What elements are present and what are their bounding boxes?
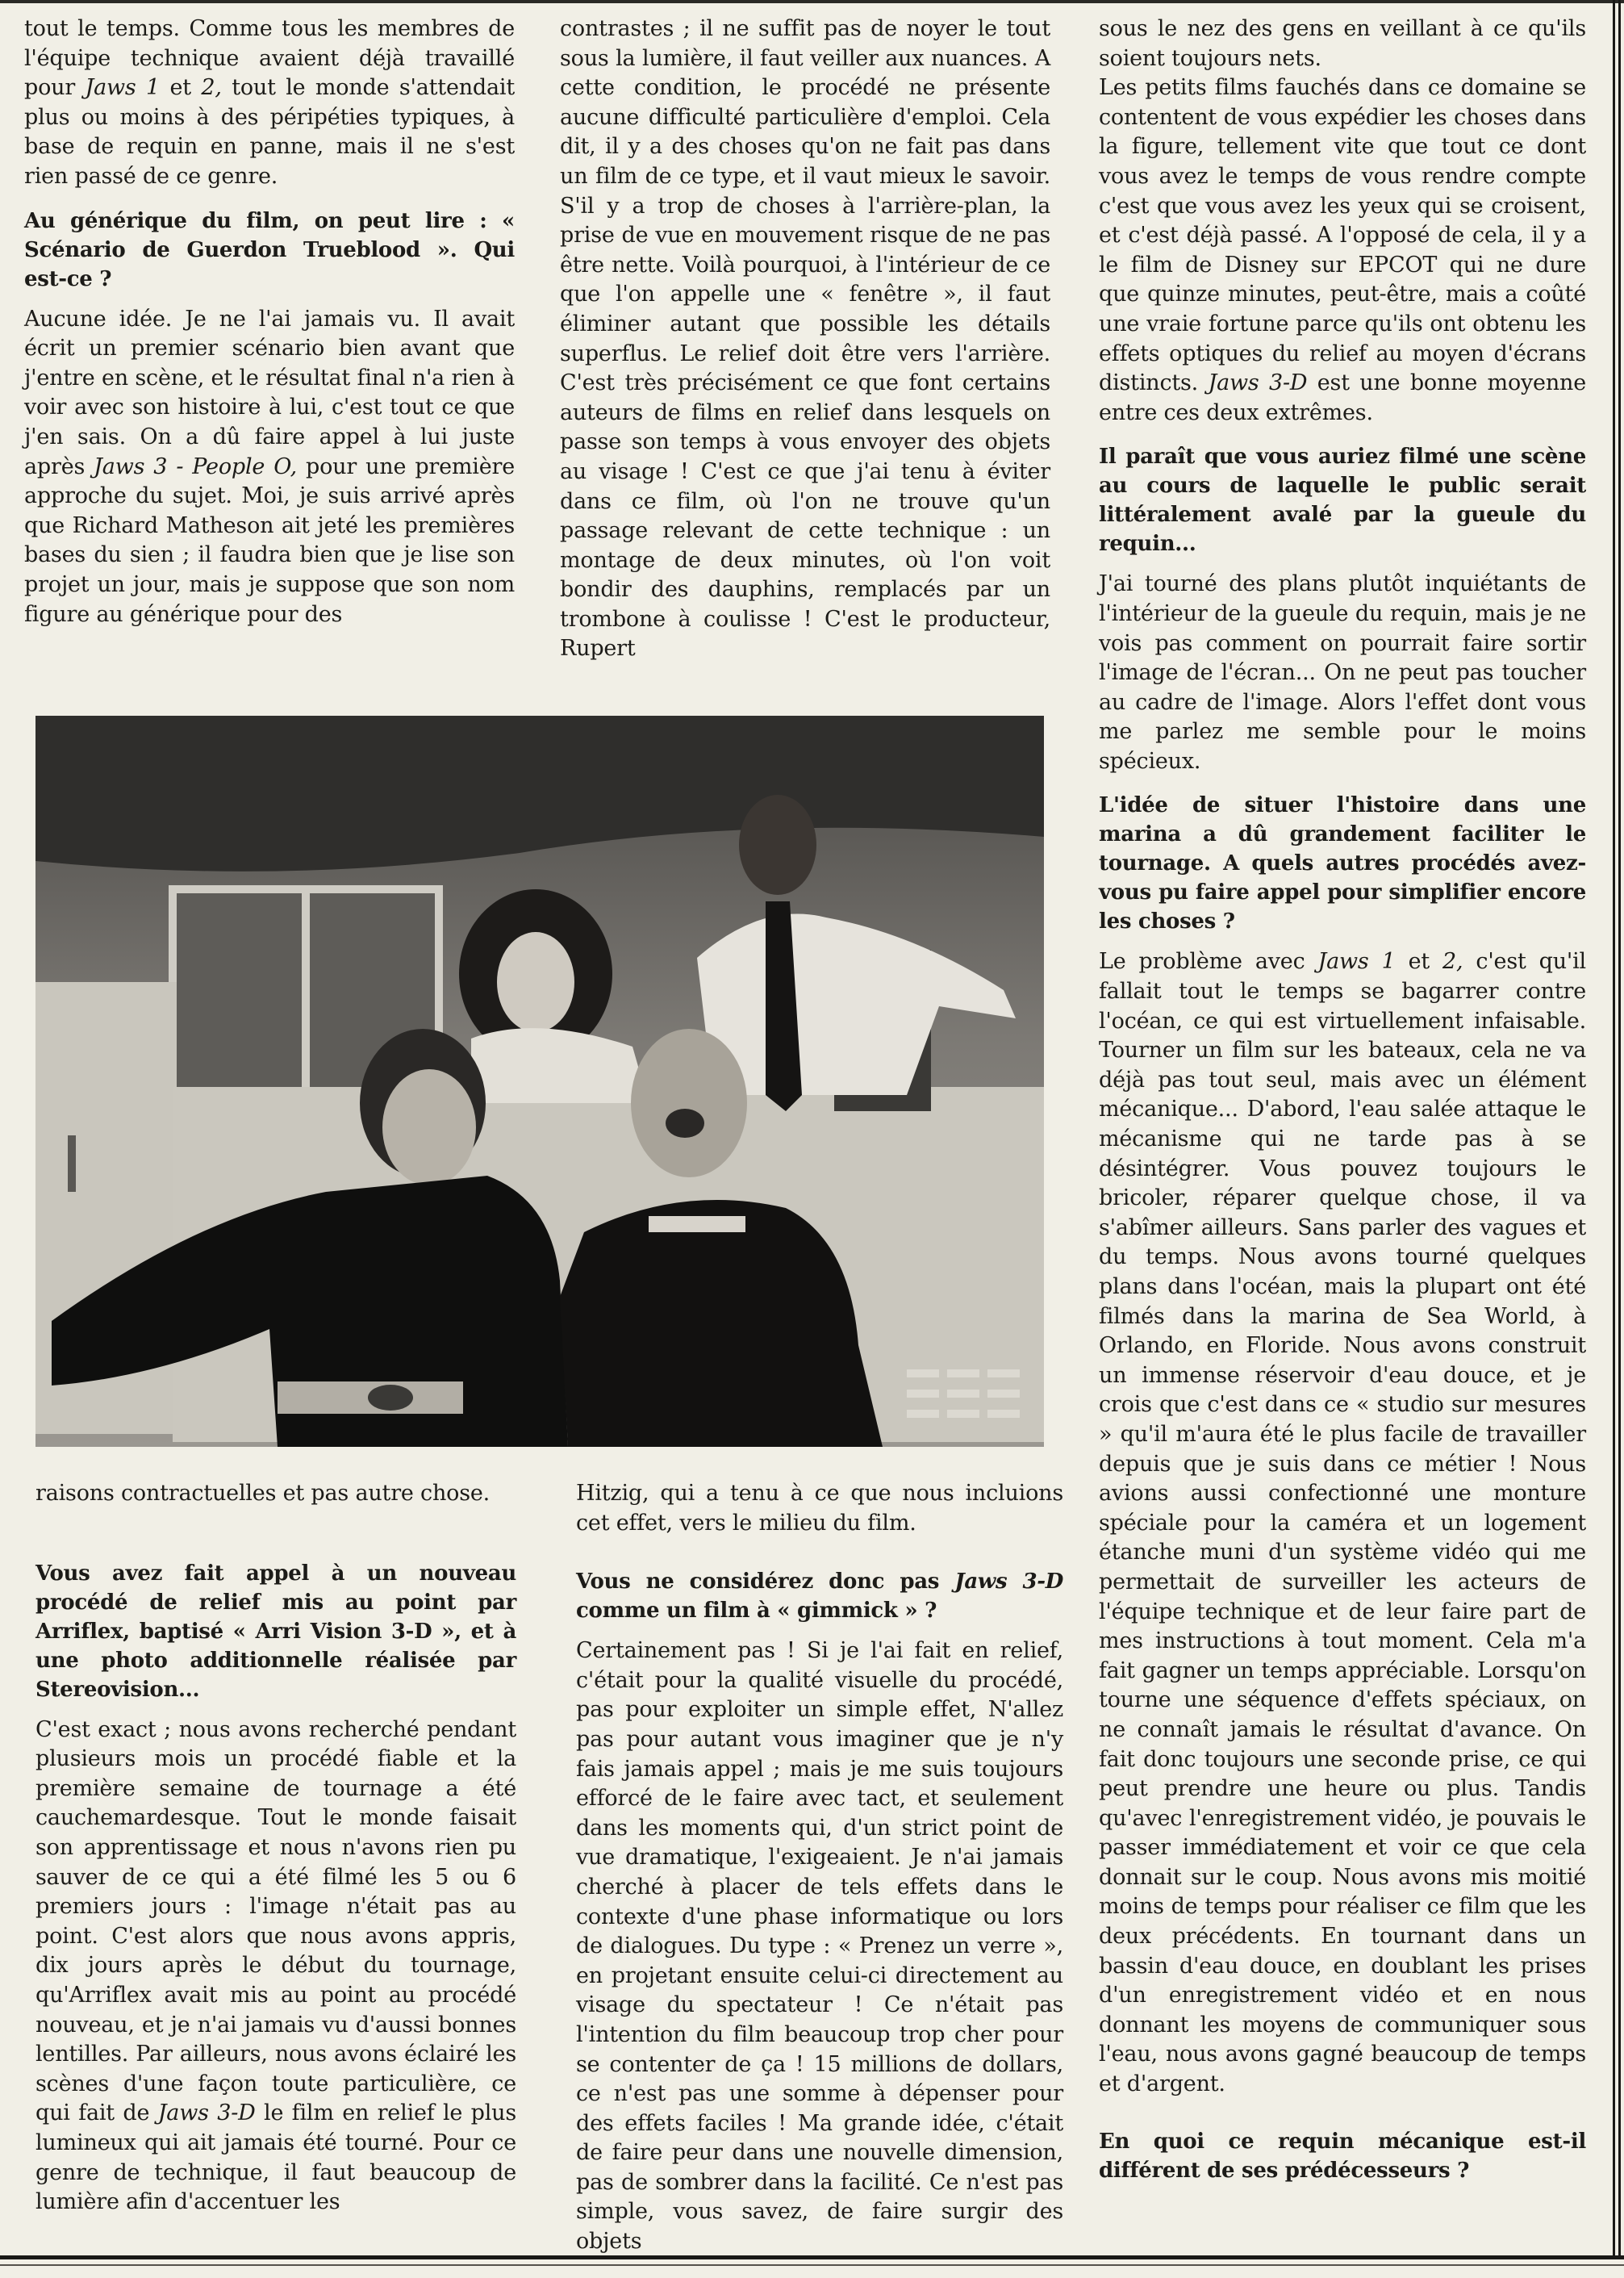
text-run: c'est qu'il fallait tout le temps se bagarrer contre l'océan, ce qui est virtuellement infaisable. Tourner un film sur les bateaux, cela ne va déjà pas tout seul, mais avec un élément mécanique... D'abord, l'eau salée attaque le mécanisme qui ne tarde pas à se désintégrer. Vous pouvez toujours le bricoler, réparer quelque chose, il va s'abîmer ailleurs. Sans parler des vagues et du temps. Nous avons tourné quelques plans dans l'océan, mais la plupart ont été filmés dans la marina de Sea World, à Orlando, en Floride. Nous avons construit un immense réservoir d'eau douce, et je crois que c'est dans ce « studio sur mesures » qu'il m'aura été le plus facile de travailler depuis que je suis dans ce métier ! Nous avions aussi confectionné une monture spéciale pour la caméra et un logement étanche muni d'un système vidéo qui me permettait de surveiller les acteurs de l'équipe technique et de leur faire part de mes instructions à tout moment. Cela m'a fait gagner un temps appréciable. Lorsqu'on tourne une séquence d'effets spéciaux, on ne connaît jamais le résultat d'avance. On fait donc toujours une seconde prise, ce qui peut prendre une heure ou plus. Tandis qu'avec l'enregistrement vidéo, je pouvais le passer immédiatement et voir ce que cela donnait sur le coup. Nous avons mis moitié moins de temps pour réaliser ce film que les deux précédents. En tournant dans un bassin d'eau douce, en doublant les prises d'un enregistrement vidéo et en nous donnant les moyens de communiquer sous l'eau, nous avons gagné beaucoup de temps et d'argent.: [1099, 949, 1586, 2097]
text-run: J'ai tourné des plans plutôt inquiétants de l'intérieur de la gueule du requin, mais je ne vois pas comment on pourrait faire sortir l'image de l'écran... On ne peut pas toucher au cadre de l'image. Alors l'effet dont vous me parlez me semble pour le moins spécieux.: [1099, 571, 1586, 774]
text-run: et: [160, 75, 202, 101]
interview-question: Vous avez fait appel à un nouveau procédé de relief mis au point par Arriflex, baptisé « Arri Vision 3-D », et à une photo additionnelle réalisée par Stereovision...: [35, 1561, 516, 1702]
text-run: Hitzig, qui a tenu à ce que nous incluions cet effet, vers le milieu du film.: [576, 1481, 1063, 1536]
text-run: pour une première approche du sujet. Moi, je suis arrivé après que Richard Matheson ait jeté les premières bases du sien ; il faudra bien que je lise son projet un jour, mais je suppose que son nom figure au générique pour des: [24, 454, 515, 627]
text-run: comme un film à « gimmick » ?: [576, 1599, 937, 1624]
italic-title-text: Jaws 3-D: [954, 1570, 1063, 1595]
text-run: tout le temps. Comme tous les membres de l'équipe technique avaient déjà travaillé pour: [24, 16, 515, 101]
paragraph: [1099, 947, 1586, 2099]
italic-title-text: Jaws 1: [85, 75, 161, 101]
paragraph: [1099, 570, 1586, 776]
column-3: [1099, 15, 1586, 2185]
paragraph: [24, 305, 515, 630]
paragraph: [560, 15, 1050, 664]
text-run: est une bonne moyenne entre ces deux extrêmes.: [1099, 370, 1586, 425]
italic-title-text: Jaws 3-D: [1208, 370, 1308, 396]
page-right-border: [1613, 0, 1615, 2257]
text-run: Vous ne considérez donc pas: [576, 1570, 955, 1595]
interview-question: Au générique du film, on peut lire : « Scénario de Guerdon Trueblood ». Qui est-ce ?: [24, 208, 515, 291]
text-run: Les petits films fauchés dans ce domaine se contentent de vous expédier les choses dans la figure, tellement vite que tout ce dont vous avez le temps de vous rendre compte c'est que vous avez les yeux qui se croisent, et c'est déjà passé. A l'opposé de cela, il y a le film de Disney sur EPCOT qui ne dure que quinze minutes, peut-être, mais a coûté une vraie fortune parce qu'ils ont obtenu les effets optiques du relief au moyen d'écrans distincts.: [1099, 75, 1586, 396]
photo-illustration: [35, 716, 1044, 1447]
italic-title-text: 2,: [1442, 949, 1463, 975]
page-right-border-outer: [1618, 0, 1621, 2257]
text-run: Aucune idée. Je ne l'ai jamais vu. Il avait écrit un premier scénario bien avant que j'entre en scène, et le résultat final n'a rien à voir avec son histoire à lui, c'est tout ce que j'en sais. On a dû faire appel à lui juste après: [24, 306, 515, 479]
text-run: contrastes ; il ne suffit pas de noyer le tout sous la lumière, il faut veiller aux nuances. A cette condition, le procédé ne présente aucune difficulté particulière d'emploi. Cela dit, il y a des choses qu'on ne fait pas dans un film de ce type, et il vaut mieux le savoir. S'il y a trop de choses à l'arrière-plan, la prise de vue en mouvement risque de ne pas être nette. Voilà pourquoi, à l'intérieur de ce que l'on appelle une « fenêtre », il faut éliminer autant que possible les détails superflus. Le relief doit être vers l'arrière. C'est très précisément ce que font certains auteurs de films en relief dans lesquels on passe son temps à vous envoyer des objets au visage ! C'est ce que j'ai tenu à éviter dans ce film, où l'on ne trouve qu'un passage relevant de cette technique : un montage de deux minutes, où l'on voit bondir des dauphins, remplacés par un trombone à coulisse ! C'est le producteur, Rupert: [560, 16, 1050, 662]
film-still-photo: [35, 716, 1044, 1447]
text-run: et: [1395, 949, 1443, 975]
paragraph: [1099, 73, 1586, 428]
paragraph: [35, 1479, 516, 1509]
page-top-rule: [0, 0, 1624, 3]
text-run: Le problème avec: [1099, 949, 1318, 975]
column-1-bottom: [35, 1479, 516, 2217]
paragraph: [35, 1716, 516, 2217]
text-run: raisons contractuelles et pas autre chose.: [35, 1481, 491, 1506]
interview-question: Il paraît que vous auriez filmé une scène au cours de laquelle le public serait littéralement avalé par la gueule du requin...: [1099, 445, 1586, 557]
paragraph: [1099, 15, 1586, 73]
italic-title-text: Jaws 3 - People O,: [94, 454, 297, 479]
italic-title-text: 2,: [201, 75, 222, 101]
paragraph: [24, 15, 515, 192]
column-1-top: [24, 15, 515, 629]
interview-question: En quoi ce requin mécanique est-il différent de ses prédécesseurs ?: [1099, 2129, 1586, 2183]
paragraph: [576, 1636, 1063, 2256]
text-run: Certainement pas ! Si je l'ai fait en relief, c'était pour la qualité visuelle du procédé, pas pour exploiter un simple effet, N'allez pas pour autant vous imaginer que je n'y fais jamais appel ; mais je me suis toujours efforcé de le faire avec tact, et seulement dans les moments qui, d'un strict point de vue dramatique, l'exigeaient. Je n'ai jamais cherché à placer de tels effets dans le contexte d'une phase informatique ou lors de dialogues. Du type : « Prenez un verre », en projetant ensuite celui-ci directement au visage du spectateur ! Ce n'était pas l'intention du film beaucoup trop cher pour se contenter de ça ! 15 millions de dollars, ce n'est pas une somme à dépenser pour des effets faciles ! Ma grande idée, c'était de faire peur dans une nouvelle dimension, pas de sombrer dans la facilité. Ce n'est pas simple, vous savez, de faire surgir des objets: [576, 1638, 1063, 2255]
column-2-bottom: [576, 1479, 1063, 2257]
italic-title-text: Jaws 3-D: [157, 2100, 256, 2126]
text-run: C'est exact ; nous avons recherché pendant plusieurs mois un procédé fiable et la première semaine de tournage a été cauchemardesque. Tout le monde faisait son apprentissage et nous n'avons rien pu sauver de ce qui a été filmé les 5 ou 6 premiers jours : l'image n'était pas au point. C'est alors que nous avons appris, dix jours après le début du tournage, qu'Arriflex avait mis au point au procédé nouveau, et je n'ai jamais vu d'aussi bonnes lentilles. Par ailleurs, nous avons éclairé les scènes d'une façon toute particulière, ce qui fait de: [35, 1716, 516, 2126]
text-run: tout le monde s'attendait plus ou moins à des péripéties typiques, à base de requin en panne, mais il ne s'est rien passé de ce genre.: [24, 75, 515, 189]
text-run: sous le nez des gens en veillant à ce qu'ils soient toujours nets.: [1099, 16, 1586, 71]
page-bottom-border-outer: [0, 2264, 1624, 2266]
text-run: le film en relief le plus lumineux qui ait jamais été tourné. Pour ce genre de technique, il faut beaucoup de lumière afin d'accentuer les: [35, 2100, 516, 2215]
column-2-top: [560, 15, 1050, 664]
interview-question: L'idée de situer l'histoire dans une marina a dû grandement faciliter le tournage. A quels autres procédés avez-vous pu faire appel pour simplifier encore les choses ?: [1099, 793, 1586, 934]
paragraph: [576, 1479, 1063, 1538]
italic-title-text: Jaws 1: [1317, 949, 1396, 975]
interview-question: [576, 1567, 1063, 1625]
